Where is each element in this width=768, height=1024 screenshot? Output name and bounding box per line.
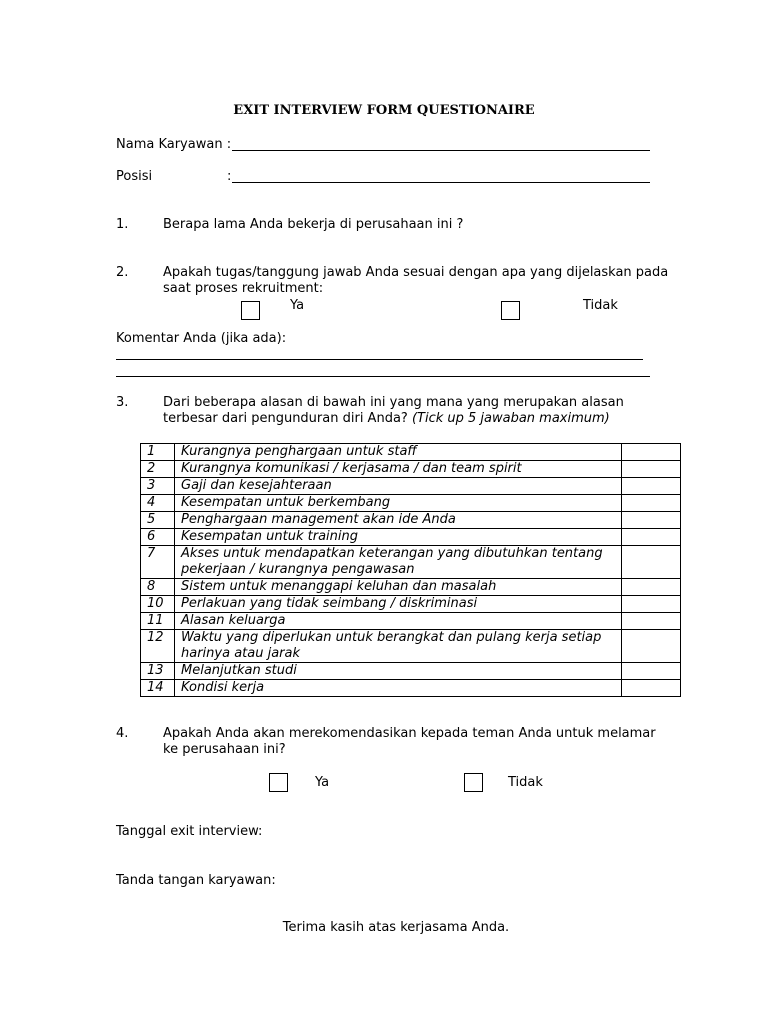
reason-row <box>141 529 681 546</box>
reason-tick-cell[interactable] <box>622 680 681 697</box>
question-2-no-label: Tidak <box>583 298 618 313</box>
reason-row <box>141 495 681 512</box>
question-2-number: 2. <box>116 265 129 280</box>
position-line[interactable] <box>232 182 650 183</box>
position-label: Posisi <box>116 169 153 184</box>
reason-text: Penghargaan management akan ide Anda <box>175 512 622 529</box>
question-4-number: 4. <box>116 726 129 741</box>
comment-label: Komentar Anda (jika ada): <box>116 331 287 346</box>
position-colon: : <box>227 169 232 184</box>
reason-number: 10 <box>141 596 175 613</box>
reason-text: Gaji dan kesejahteraan <box>175 478 622 495</box>
question-2-text-line1: Apakah tugas/tanggung jawab Anda sesuai dengan apa yang dijelaskan pada <box>163 265 669 280</box>
employee-name-label: Nama Karyawan : <box>116 137 232 152</box>
reason-text: Akses untuk mendapatkan keterangan yang dibutuhkan tentang pekerjaan / kurangnya pengawasan <box>175 546 622 579</box>
reason-text: Waktu yang diperlukan untuk berangkat dan pulang kerja setiap harinya atau jarak <box>175 630 622 663</box>
question-4-text-line2: ke perusahaan ini? <box>163 742 286 757</box>
thank-you-text: Terima kasih atas kerjasama Anda. <box>282 920 510 935</box>
reason-text: Kondisi kerja <box>175 680 622 697</box>
comment-line-2[interactable] <box>116 376 650 377</box>
exit-date-label: Tanggal exit interview: <box>116 824 263 839</box>
reason-number: 3 <box>141 478 175 495</box>
question-3-text-line1: Dari beberapa alasan di bawah ini yang mana yang merupakan alasan <box>163 395 624 410</box>
reason-text: Sistem untuk menanggapi keluhan dan masalah <box>175 579 622 596</box>
form-title: EXIT INTERVIEW FORM QUESTIONAIRE <box>233 103 535 118</box>
reason-text: Alasan keluarga <box>175 613 622 630</box>
reason-tick-cell[interactable] <box>622 495 681 512</box>
employee-name-line[interactable] <box>232 150 650 151</box>
reason-row <box>141 596 681 613</box>
question-2-yes-label: Ya <box>290 298 305 313</box>
question-2-yes-checkbox[interactable] <box>241 301 260 320</box>
reason-tick-cell[interactable] <box>622 596 681 613</box>
question-4-no-label: Tidak <box>508 775 543 790</box>
reason-tick-cell[interactable] <box>622 630 681 663</box>
reason-number: 13 <box>141 663 175 680</box>
question-3-text-line2-main: terbesar dari pengunduran diri Anda? <box>163 411 408 426</box>
reason-number: 4 <box>141 495 175 512</box>
reason-text: Kesempatan untuk training <box>175 529 622 546</box>
reason-row <box>141 663 681 680</box>
reason-tick-cell[interactable] <box>622 579 681 596</box>
question-4-no-checkbox[interactable] <box>464 773 483 792</box>
reason-row <box>141 546 681 579</box>
reason-tick-cell[interactable] <box>622 512 681 529</box>
reason-text: Kurangnya komunikasi / kerjasama / dan team spirit <box>175 461 622 478</box>
question-3-note: (Tick up 5 jawaban maximum) <box>411 411 610 426</box>
reason-number: 8 <box>141 579 175 596</box>
reason-row <box>141 613 681 630</box>
reason-row <box>141 478 681 495</box>
question-4-yes-checkbox[interactable] <box>269 773 288 792</box>
reason-number: 6 <box>141 529 175 546</box>
reasons-table <box>140 443 681 697</box>
reason-row <box>141 461 681 478</box>
reason-number: 7 <box>141 546 175 579</box>
reason-number: 1 <box>141 444 175 461</box>
reason-tick-cell[interactable] <box>622 663 681 680</box>
reason-row <box>141 630 681 663</box>
reason-tick-cell[interactable] <box>622 546 681 579</box>
question-1-number: 1. <box>116 217 129 232</box>
reason-text: Kurangnya penghargaan untuk staff <box>175 444 622 461</box>
question-3-number: 3. <box>116 395 129 410</box>
reason-row <box>141 579 681 596</box>
reason-number: 5 <box>141 512 175 529</box>
question-4-text-line1: Apakah Anda akan merekomendasikan kepada teman Anda untuk melamar <box>163 726 656 741</box>
reason-text: Melanjutkan studi <box>175 663 622 680</box>
question-1-text: Berapa lama Anda bekerja di perusahaan ini ? <box>163 217 464 232</box>
reason-number: 2 <box>141 461 175 478</box>
reason-text: Perlakuan yang tidak seimbang / diskriminasi <box>175 596 622 613</box>
reason-number: 11 <box>141 613 175 630</box>
reason-row <box>141 512 681 529</box>
reason-tick-cell[interactable] <box>622 444 681 461</box>
reason-tick-cell[interactable] <box>622 613 681 630</box>
question-4-yes-label: Ya <box>315 775 330 790</box>
comment-line-1[interactable] <box>116 359 643 360</box>
question-2-text-line2: saat proses rekruitment: <box>163 281 324 296</box>
reason-tick-cell[interactable] <box>622 478 681 495</box>
reason-text: Kesempatan untuk berkembang <box>175 495 622 512</box>
signature-label: Tanda tangan karyawan: <box>116 873 276 888</box>
reason-number: 12 <box>141 630 175 663</box>
reason-tick-cell[interactable] <box>622 461 681 478</box>
reason-tick-cell[interactable] <box>622 529 681 546</box>
reason-number: 14 <box>141 680 175 697</box>
question-3-text-line2 <box>163 411 610 426</box>
reason-row <box>141 680 681 697</box>
reason-row <box>141 444 681 461</box>
question-2-no-checkbox[interactable] <box>501 301 520 320</box>
